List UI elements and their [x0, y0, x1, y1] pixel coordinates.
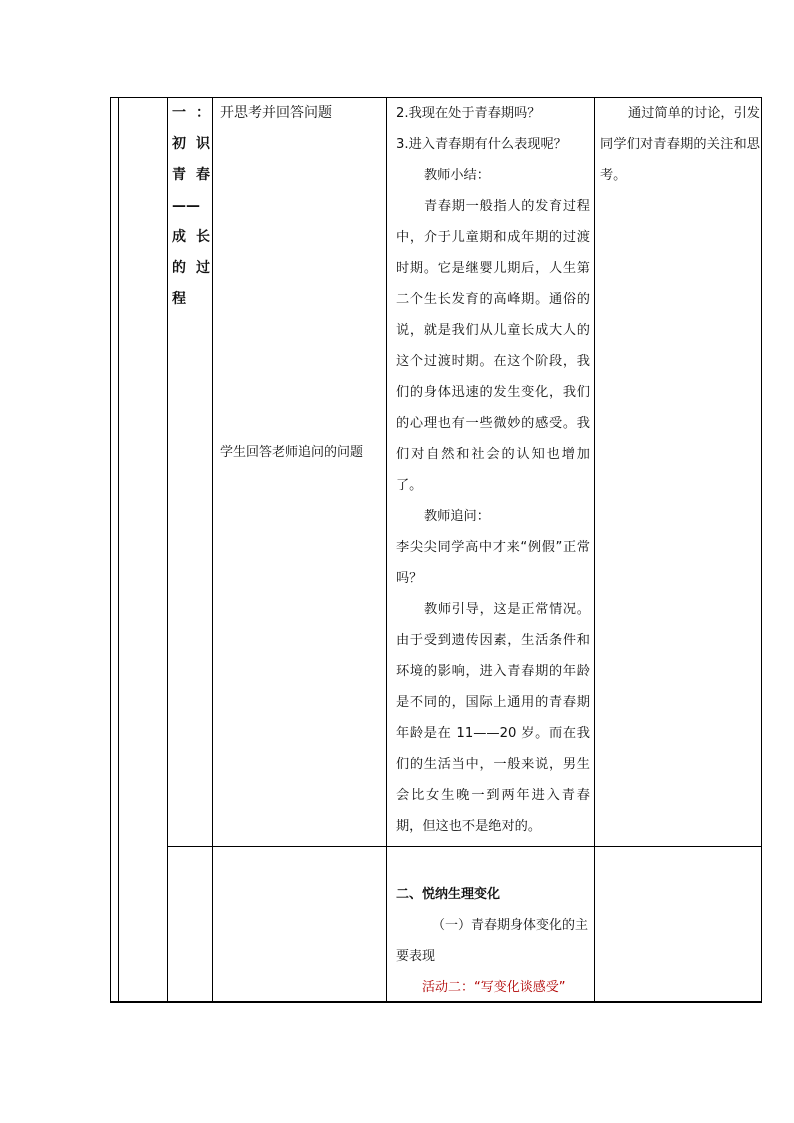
stage-line: 程 — [172, 291, 186, 307]
table-column-divider-4 — [594, 97, 595, 1003]
table-border-row-divider — [168, 846, 762, 847]
subsection-title: （一）青春期身体变化的主要表现 — [396, 918, 589, 964]
table-column-divider-3 — [386, 97, 387, 1003]
student-activity-text: 学生回答老师追问的问题 — [220, 445, 364, 460]
design-intent-cell: 通过简单的讨论，引发同学们对青春期的关注和思考。 — [600, 106, 760, 183]
teacher-summary-heading: 教师小结： — [424, 168, 490, 183]
table-column-divider-2 — [212, 97, 213, 1003]
table-border-right — [761, 97, 762, 1003]
student-activity-text: 开思考并回答问题 — [220, 105, 332, 121]
table-column-divider-1 — [167, 97, 168, 1003]
student-activity-cell — [220, 98, 382, 838]
section-title: 二、悦纳生理变化 — [396, 887, 501, 902]
stage-line: 一： — [172, 105, 210, 121]
table-border-left-outer — [110, 97, 111, 1003]
stage-line: 成长 — [172, 229, 210, 245]
teacher-activity-cell — [396, 98, 590, 842]
activity-title: 活动二：“写变化谈感受” — [422, 980, 566, 995]
stage-cell — [172, 98, 210, 315]
stage-line: 的过 — [172, 260, 210, 276]
teacher-guidance-paragraph: 教师引导，这是正常情况。由于受到遗传因素，生活条件和环境的影响，进入青春期的年龄是不同的，国际上通用的青春期年龄是在 11——20 岁。而在我们的生活当中，一般来说，男生会比女生晚一到两年进入青春期，但这也不是绝对的。 — [396, 602, 590, 834]
teacher-followup-heading: 教师追问： — [424, 509, 490, 524]
stage-line: 青春 — [172, 167, 210, 183]
teacher-followup-question: 李尖尖同学高中才来“例假”正常吗？ — [396, 540, 590, 586]
teacher-question: 2.我现在处于青春期吗？ — [396, 106, 541, 121]
stage-line: —— — [172, 198, 200, 214]
stage-line: 初识 — [172, 136, 210, 152]
teacher-question: 3.进入青春期有什么表现呢？ — [396, 137, 567, 152]
table-border-left-inner — [118, 97, 119, 1003]
teacher-summary-paragraph: 青春期一般指人的发育过程中，介于儿童期和成年期的过渡时期。它是继婴儿期后，人生第二个生长发育的高峰期。通俗的说，就是我们从儿童长成大人的这个过渡时期。在这个阶段，我们的身体迅速的发生变化，我们的心理也有一些微妙的感受。我们对自然和社会的认知也增加了。 — [396, 199, 590, 493]
section-two-cell — [396, 877, 590, 1003]
